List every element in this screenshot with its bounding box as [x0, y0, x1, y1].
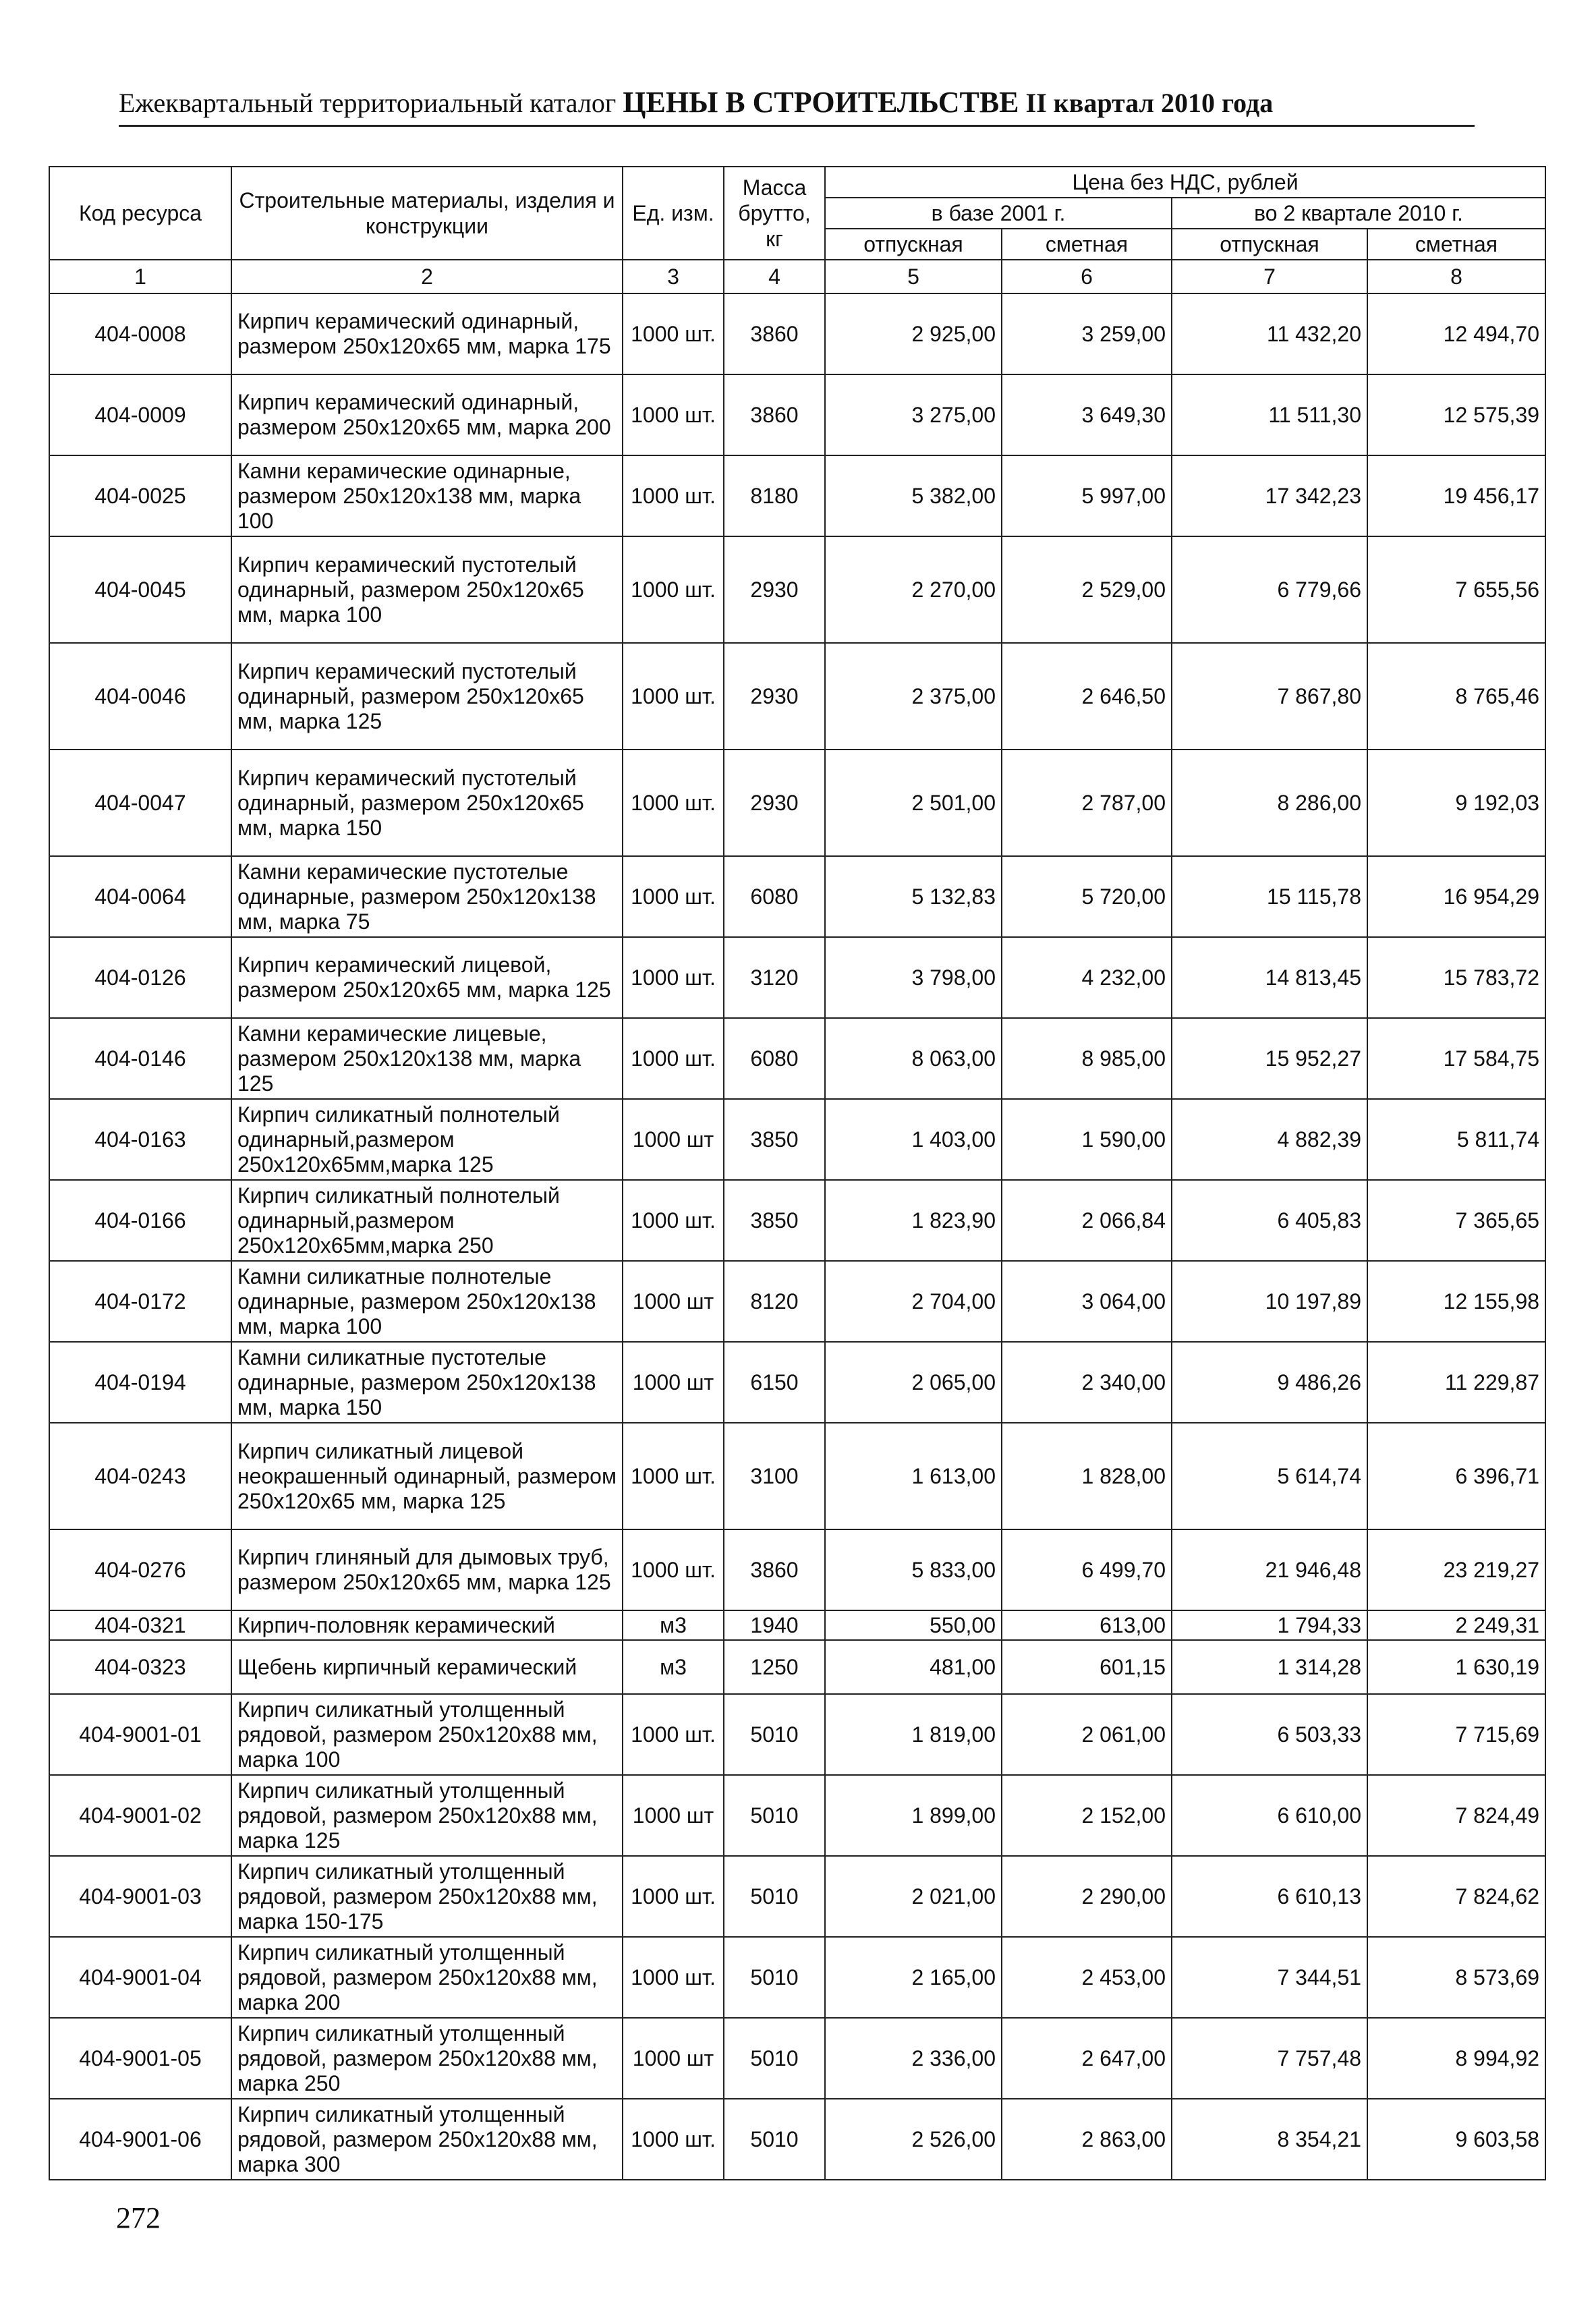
- header-base-2001: в базе 2001 г.: [825, 198, 1172, 229]
- table-row: [49, 374, 1545, 455]
- current-release-price: 7 867,80: [1172, 643, 1367, 750]
- column-number: 1: [49, 260, 231, 293]
- current-estimate-price: 1 630,19: [1367, 1640, 1545, 1694]
- material-name: Кирпич керамический пустотелый одинарный, размером 250х120х65 мм, марка 150: [231, 750, 623, 856]
- unit-cell: 1000 шт.: [623, 536, 724, 643]
- base-estimate-price: 613,00: [1002, 1610, 1172, 1640]
- column-number: 4: [724, 260, 825, 293]
- resource-code: 404-0008: [49, 293, 231, 374]
- current-release-price: 15 115,78: [1172, 856, 1367, 937]
- mass-cell: 6080: [724, 856, 825, 937]
- base-estimate-price: 3 064,00: [1002, 1261, 1172, 1342]
- current-release-price: 6 503,33: [1172, 1694, 1367, 1775]
- table-row: [49, 2018, 1545, 2099]
- column-number: 2: [231, 260, 623, 293]
- current-release-price: 9 486,26: [1172, 1342, 1367, 1423]
- table-row: [49, 2099, 1545, 2180]
- unit-cell: 1000 шт.: [623, 293, 724, 374]
- base-estimate-price: 8 985,00: [1002, 1018, 1172, 1099]
- material-name: Кирпич керамический пустотелый одинарный, размером 250х120х65 мм, марка 125: [231, 643, 623, 750]
- current-estimate-price: 23 219,27: [1367, 1529, 1545, 1610]
- material-name: Камни силикатные пустотелые одинарные, размером 250х120х138 мм, марка 150: [231, 1342, 623, 1423]
- material-name: Кирпич керамический лицевой, размером 250х120х65 мм, марка 125: [231, 937, 623, 1018]
- resource-code: 404-0146: [49, 1018, 231, 1099]
- catalog-title: ЦЕНЫ В СТРОИТЕЛЬСТВЕ: [623, 86, 1019, 119]
- unit-cell: 1000 шт.: [623, 1180, 724, 1261]
- resource-code: 404-0045: [49, 536, 231, 643]
- table-row: [49, 536, 1545, 643]
- resource-code: 404-0126: [49, 937, 231, 1018]
- base-release-price: 5 833,00: [825, 1529, 1002, 1610]
- header-base-estimate: сметная: [1002, 229, 1172, 260]
- material-name: Кирпич силикатный утолщенный рядовой, размером 250х120х88 мм, марка 250: [231, 2018, 623, 2099]
- page-number: 272: [116, 2201, 161, 2234]
- base-estimate-price: 2 152,00: [1002, 1775, 1172, 1856]
- unit-cell: 1000 шт.: [623, 2099, 724, 2180]
- header-unit: Ед. изм.: [623, 167, 724, 260]
- unit-cell: 1000 шт.: [623, 750, 724, 856]
- resource-code: 404-9001-01: [49, 1694, 231, 1775]
- current-estimate-price: 7 365,65: [1367, 1180, 1545, 1261]
- column-number: 3: [623, 260, 724, 293]
- current-estimate-price: 8 765,46: [1367, 643, 1545, 750]
- base-estimate-price: 3 259,00: [1002, 293, 1172, 374]
- base-estimate-price: 2 529,00: [1002, 536, 1172, 643]
- current-release-price: 7 344,51: [1172, 1937, 1367, 2018]
- resource-code: 404-0047: [49, 750, 231, 856]
- unit-cell: 1000 шт: [623, 1342, 724, 1423]
- mass-cell: 5010: [724, 1856, 825, 1937]
- material-name: Кирпич силикатный лицевой неокрашенный одинарный, размером 250х120х65 мм, марка 125: [231, 1423, 623, 1529]
- table-row: [49, 1775, 1545, 1856]
- table-row: [49, 1529, 1545, 1610]
- base-release-price: 2 501,00: [825, 750, 1002, 856]
- current-estimate-price: 6 396,71: [1367, 1423, 1545, 1529]
- unit-cell: 1000 шт: [623, 1099, 724, 1180]
- current-release-price: 4 882,39: [1172, 1099, 1367, 1180]
- table-row: [49, 1099, 1545, 1180]
- mass-cell: 3120: [724, 937, 825, 1018]
- mass-cell: 3860: [724, 293, 825, 374]
- base-release-price: 2 165,00: [825, 1937, 1002, 2018]
- unit-cell: 1000 шт.: [623, 856, 724, 937]
- base-release-price: 1 899,00: [825, 1775, 1002, 1856]
- resource-code: 404-9001-03: [49, 1856, 231, 1937]
- base-release-price: 1 403,00: [825, 1099, 1002, 1180]
- mass-cell: 1250: [724, 1640, 825, 1694]
- unit-cell: 1000 шт.: [623, 937, 724, 1018]
- material-name: Кирпич-половняк керамический: [231, 1610, 623, 1640]
- base-release-price: 2 336,00: [825, 2018, 1002, 2099]
- current-estimate-price: 12 155,98: [1367, 1261, 1545, 1342]
- unit-cell: 1000 шт: [623, 2018, 724, 2099]
- table-row: [49, 643, 1545, 750]
- material-name: Кирпич силикатный утолщенный рядовой, размером 250х120х88 мм, марка 200: [231, 1937, 623, 2018]
- mass-cell: 6080: [724, 1018, 825, 1099]
- material-name: Щебень кирпичный керамический: [231, 1640, 623, 1694]
- unit-cell: 1000 шт.: [623, 374, 724, 455]
- current-estimate-price: 9 192,03: [1367, 750, 1545, 856]
- base-release-price: 1 819,00: [825, 1694, 1002, 1775]
- table-row: [49, 1261, 1545, 1342]
- mass-cell: 1940: [724, 1610, 825, 1640]
- base-release-price: 2 065,00: [825, 1342, 1002, 1423]
- table-row: [49, 1180, 1545, 1261]
- resource-code: 404-0163: [49, 1099, 231, 1180]
- table-row: [49, 1937, 1545, 2018]
- current-release-price: 21 946,48: [1172, 1529, 1367, 1610]
- resource-code: 404-0009: [49, 374, 231, 455]
- base-release-price: 5 132,83: [825, 856, 1002, 937]
- base-estimate-price: 5 997,00: [1002, 455, 1172, 536]
- mass-cell: 3100: [724, 1423, 825, 1529]
- column-number: 8: [1367, 260, 1545, 293]
- resource-code: 404-0323: [49, 1640, 231, 1694]
- current-release-price: 11 432,20: [1172, 293, 1367, 374]
- resource-code: 404-0194: [49, 1342, 231, 1423]
- material-name: Камни керамические одинарные, размером 250х120х138 мм, марка 100: [231, 455, 623, 536]
- current-estimate-price: 16 954,29: [1367, 856, 1545, 937]
- table-row: [49, 1610, 1545, 1640]
- current-release-price: 1 314,28: [1172, 1640, 1367, 1694]
- resource-code: 404-0064: [49, 856, 231, 937]
- current-release-price: 10 197,89: [1172, 1261, 1367, 1342]
- mass-cell: 5010: [724, 1694, 825, 1775]
- base-estimate-price: 2 787,00: [1002, 750, 1172, 856]
- unit-cell: 1000 шт.: [623, 455, 724, 536]
- mass-cell: 2930: [724, 536, 825, 643]
- material-name: Кирпич керамический пустотелый одинарный, размером 250х120х65 мм, марка 100: [231, 536, 623, 643]
- current-estimate-price: 8 573,69: [1367, 1937, 1545, 2018]
- mass-cell: 3860: [724, 1529, 825, 1610]
- resource-code: 404-9001-05: [49, 2018, 231, 2099]
- current-estimate-price: 19 456,17: [1367, 455, 1545, 536]
- current-estimate-price: 7 715,69: [1367, 1694, 1545, 1775]
- base-release-price: 2 021,00: [825, 1856, 1002, 1937]
- unit-cell: 1000 шт.: [623, 1529, 724, 1610]
- table-row: [49, 455, 1545, 536]
- material-name: Кирпич керамический одинарный, размером 250х120х65 мм, марка 200: [231, 374, 623, 455]
- unit-cell: 1000 шт.: [623, 1423, 724, 1529]
- current-release-price: 15 952,27: [1172, 1018, 1367, 1099]
- current-estimate-price: 15 783,72: [1367, 937, 1545, 1018]
- current-estimate-price: 17 584,75: [1367, 1018, 1545, 1099]
- current-release-price: 6 610,13: [1172, 1856, 1367, 1937]
- base-release-price: 2 526,00: [825, 2099, 1002, 2180]
- current-release-price: 17 342,23: [1172, 455, 1367, 536]
- base-estimate-price: 5 720,00: [1002, 856, 1172, 937]
- header-mass: Масса брутто, кг: [724, 167, 825, 260]
- resource-code: 404-0321: [49, 1610, 231, 1640]
- unit-cell: 1000 шт.: [623, 1856, 724, 1937]
- current-estimate-price: 12 575,39: [1367, 374, 1545, 455]
- material-name: Камни керамические лицевые, размером 250х120х138 мм, марка 125: [231, 1018, 623, 1099]
- base-release-price: 1 613,00: [825, 1423, 1002, 1529]
- base-estimate-price: 2 340,00: [1002, 1342, 1172, 1423]
- current-release-price: 14 813,45: [1172, 937, 1367, 1018]
- resource-code: 404-0166: [49, 1180, 231, 1261]
- base-estimate-price: 6 499,70: [1002, 1529, 1172, 1610]
- column-number: 6: [1002, 260, 1172, 293]
- table-row: [49, 750, 1545, 856]
- resource-code: 404-9001-04: [49, 1937, 231, 2018]
- base-estimate-price: 1 590,00: [1002, 1099, 1172, 1180]
- base-release-price: 3 798,00: [825, 937, 1002, 1018]
- material-name: Кирпич силикатный утолщенный рядовой, размером 250х120х88 мм, марка 150-175: [231, 1856, 623, 1937]
- base-estimate-price: 2 290,00: [1002, 1856, 1172, 1937]
- base-estimate-price: 3 649,30: [1002, 374, 1172, 455]
- table-row: [49, 1640, 1545, 1694]
- current-release-price: 7 757,48: [1172, 2018, 1367, 2099]
- current-estimate-price: 9 603,58: [1367, 2099, 1545, 2180]
- material-name: Камни силикатные полнотелые одинарные, размером 250х120х138 мм, марка 100: [231, 1261, 623, 1342]
- unit-cell: 1000 шт: [623, 1261, 724, 1342]
- header-q2-2010: во 2 квартале 2010 г.: [1172, 198, 1545, 229]
- mass-cell: 5010: [724, 1937, 825, 2018]
- mass-cell: 8180: [724, 455, 825, 536]
- current-estimate-price: 2 249,31: [1367, 1610, 1545, 1640]
- mass-cell: 3860: [724, 374, 825, 455]
- unit-cell: м3: [623, 1640, 724, 1694]
- unit-cell: м3: [623, 1610, 724, 1640]
- header-current-estimate: сметная: [1367, 229, 1545, 260]
- current-release-price: 8 286,00: [1172, 750, 1367, 856]
- current-release-price: 6 610,00: [1172, 1775, 1367, 1856]
- current-estimate-price: 7 824,62: [1367, 1856, 1545, 1937]
- base-estimate-price: 2 453,00: [1002, 1937, 1172, 2018]
- mass-cell: 3850: [724, 1180, 825, 1261]
- current-estimate-price: 5 811,74: [1367, 1099, 1545, 1180]
- current-estimate-price: 7 655,56: [1367, 536, 1545, 643]
- current-estimate-price: 8 994,92: [1367, 2018, 1545, 2099]
- resource-code: 404-0046: [49, 643, 231, 750]
- base-estimate-price: 2 647,00: [1002, 2018, 1172, 2099]
- current-release-price: 8 354,21: [1172, 2099, 1367, 2180]
- header-current-release: отпускная: [1172, 229, 1367, 260]
- table-row: [49, 1856, 1545, 1937]
- material-name: Камни керамические пустотелые одинарные, размером 250х120х138 мм, марка 75: [231, 856, 623, 937]
- resource-code: 404-0172: [49, 1261, 231, 1342]
- unit-cell: 1000 шт: [623, 1775, 724, 1856]
- base-estimate-price: 601,15: [1002, 1640, 1172, 1694]
- base-estimate-price: 2 061,00: [1002, 1694, 1172, 1775]
- resource-code: 404-9001-06: [49, 2099, 231, 2180]
- resource-code: 404-0243: [49, 1423, 231, 1529]
- material-name: Кирпич керамический одинарный, размером 250х120х65 мм, марка 175: [231, 293, 623, 374]
- unit-cell: 1000 шт.: [623, 1018, 724, 1099]
- table-row: [49, 856, 1545, 937]
- base-release-price: 2 270,00: [825, 536, 1002, 643]
- material-name: Кирпич силикатный полнотелый одинарный,размером 250х120х65мм,марка 125: [231, 1099, 623, 1180]
- mass-cell: 2930: [724, 750, 825, 856]
- base-release-price: 2 925,00: [825, 293, 1002, 374]
- header-price: Цена без НДС, рублей: [825, 167, 1545, 198]
- mass-cell: 2930: [724, 643, 825, 750]
- base-estimate-price: 2 066,84: [1002, 1180, 1172, 1261]
- mass-cell: 5010: [724, 2018, 825, 2099]
- material-name: Кирпич глиняный для дымовых труб, размером 250х120х65 мм, марка 125: [231, 1529, 623, 1610]
- base-release-price: 3 275,00: [825, 374, 1002, 455]
- base-release-price: 2 704,00: [825, 1261, 1002, 1342]
- catalog-quarter: II квартал 2010 года: [1025, 88, 1274, 118]
- resource-code: 404-0276: [49, 1529, 231, 1610]
- header-material: Строительные материалы, изделия и конструкции: [231, 167, 623, 260]
- table-row: [49, 937, 1545, 1018]
- mass-cell: 5010: [724, 2099, 825, 2180]
- current-release-price: 6 405,83: [1172, 1180, 1367, 1261]
- base-release-price: 8 063,00: [825, 1018, 1002, 1099]
- catalog-prefix: Ежеквартальный территориальный каталог: [119, 88, 617, 118]
- material-name: Кирпич силикатный утолщенный рядовой, размером 250х120х88 мм, марка 125: [231, 1775, 623, 1856]
- column-number: 5: [825, 260, 1002, 293]
- base-estimate-price: 2 863,00: [1002, 2099, 1172, 2180]
- base-release-price: 5 382,00: [825, 455, 1002, 536]
- base-release-price: 481,00: [825, 1640, 1002, 1694]
- table-row: [49, 1423, 1545, 1529]
- mass-cell: 3850: [724, 1099, 825, 1180]
- material-name: Кирпич силикатный полнотелый одинарный,размером 250х120х65мм,марка 250: [231, 1180, 623, 1261]
- current-estimate-price: 11 229,87: [1367, 1342, 1545, 1423]
- base-release-price: 2 375,00: [825, 643, 1002, 750]
- table-row: [49, 1342, 1545, 1423]
- current-estimate-price: 7 824,49: [1367, 1775, 1545, 1856]
- mass-cell: 8120: [724, 1261, 825, 1342]
- column-number: 7: [1172, 260, 1367, 293]
- table-body: [49, 293, 1545, 2180]
- base-estimate-price: 2 646,50: [1002, 643, 1172, 750]
- material-name: Кирпич силикатный утолщенный рядовой, размером 250х120х88 мм, марка 100: [231, 1694, 623, 1775]
- catalog-header: [119, 86, 1475, 127]
- mass-cell: 6150: [724, 1342, 825, 1423]
- current-release-price: 1 794,33: [1172, 1610, 1367, 1640]
- table-row: [49, 293, 1545, 374]
- unit-cell: 1000 шт.: [623, 1694, 724, 1775]
- header-code: Код ресурса: [49, 167, 231, 260]
- resource-code: 404-0025: [49, 455, 231, 536]
- table-row: [49, 1018, 1545, 1099]
- resource-code: 404-9001-02: [49, 1775, 231, 1856]
- base-estimate-price: 1 828,00: [1002, 1423, 1172, 1529]
- price-table: [49, 166, 1546, 2180]
- current-release-price: 11 511,30: [1172, 374, 1367, 455]
- material-name: Кирпич силикатный утолщенный рядовой, размером 250х120х88 мм, марка 300: [231, 2099, 623, 2180]
- mass-cell: 5010: [724, 1775, 825, 1856]
- current-release-price: 6 779,66: [1172, 536, 1367, 643]
- current-estimate-price: 12 494,70: [1367, 293, 1545, 374]
- base-release-price: 550,00: [825, 1610, 1002, 1640]
- current-release-price: 5 614,74: [1172, 1423, 1367, 1529]
- unit-cell: 1000 шт.: [623, 1937, 724, 2018]
- base-estimate-price: 4 232,00: [1002, 937, 1172, 1018]
- header-base-release: отпускная: [825, 229, 1002, 260]
- column-number-row: [49, 260, 1545, 293]
- table-row: [49, 1694, 1545, 1775]
- unit-cell: 1000 шт.: [623, 643, 724, 750]
- base-release-price: 1 823,90: [825, 1180, 1002, 1261]
